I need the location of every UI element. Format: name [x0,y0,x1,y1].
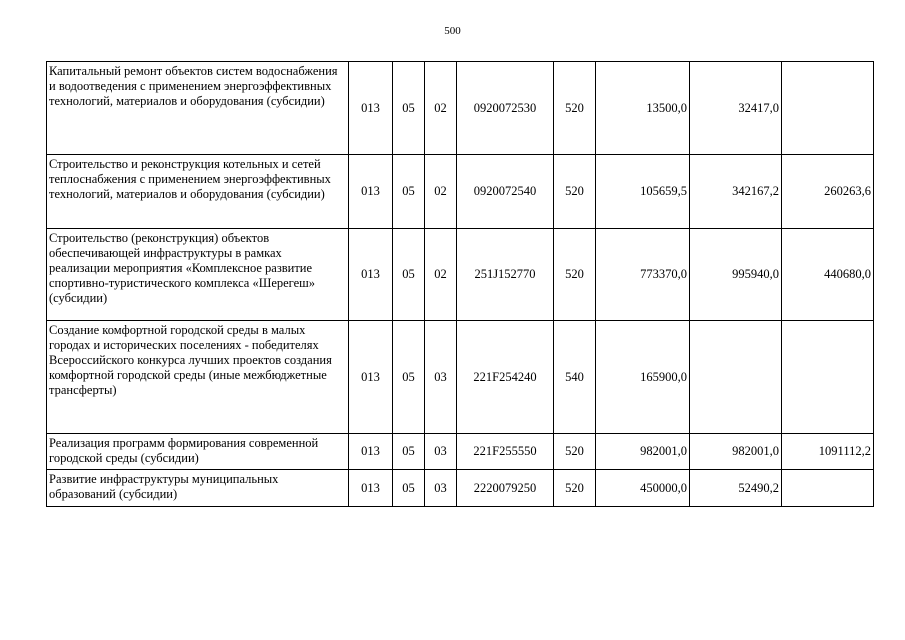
item-name: Строительство и реконструкция котельных и сетей теплоснабжения с применением энергоэффективных технологий, материалов и оборудования (субсидии) [47,155,349,229]
budget-table [46,61,874,507]
amount-3 [782,62,874,155]
subsection-code: 03 [425,470,457,507]
amount-3: 440680,0 [782,229,874,321]
target-article-code: 0920072540 [457,155,554,229]
target-article-code: 0920072530 [457,62,554,155]
item-name: Создание комфортной городской среды в малых городах и исторических поселениях - победителях Всероссийского конкурса лучших проектов создания комфортной городской среды (иные межбюджетные трансферты) [47,321,349,434]
amount-2: 52490,2 [690,470,782,507]
target-article-code: 2220079250 [457,470,554,507]
table-row [47,229,874,321]
amount-2: 982001,0 [690,434,782,470]
section-code: 05 [393,229,425,321]
dept-code: 013 [349,321,393,434]
section-code: 05 [393,62,425,155]
expense-type-code: 520 [554,229,596,321]
amount-1: 13500,0 [596,62,690,155]
amount-3: 1091112,2 [782,434,874,470]
dept-code: 013 [349,155,393,229]
amount-2: 342167,2 [690,155,782,229]
item-name: Реализация программ формирования современной городской среды (субсидии) [47,434,349,470]
section-code: 05 [393,321,425,434]
amount-1: 165900,0 [596,321,690,434]
amount-3: 260263,6 [782,155,874,229]
subsection-code: 02 [425,155,457,229]
target-article-code: 221F255550 [457,434,554,470]
amount-2: 995940,0 [690,229,782,321]
section-code: 05 [393,434,425,470]
dept-code: 013 [349,470,393,507]
item-name: Развитие инфраструктуры муниципальных образований (субсидии) [47,470,349,507]
amount-2 [690,321,782,434]
item-name: Капитальный ремонт объектов систем водоснабжения и водоотведения с применением энергоэффективных технологий, материалов и оборудования (субсидии) [47,62,349,155]
table-row [47,434,874,470]
amount-1: 105659,5 [596,155,690,229]
table-row [47,155,874,229]
amount-1: 773370,0 [596,229,690,321]
item-name: Строительство (реконструкция) объектов обеспечивающей инфраструктуры в рамках реализации мероприятия «Комплексное развитие спортивно-туристического комплекса «Шерегеш» (субсидии) [47,229,349,321]
table-row [47,321,874,434]
expense-type-code: 520 [554,434,596,470]
dept-code: 013 [349,434,393,470]
expense-type-code: 520 [554,62,596,155]
expense-type-code: 520 [554,155,596,229]
amount-1: 450000,0 [596,470,690,507]
section-code: 05 [393,470,425,507]
table-row [47,62,874,155]
subsection-code: 02 [425,229,457,321]
amount-3 [782,470,874,507]
dept-code: 013 [349,62,393,155]
page-number: 500 [444,25,461,37]
target-article-code: 221F254240 [457,321,554,434]
section-code: 05 [393,155,425,229]
expense-type-code: 520 [554,470,596,507]
subsection-code: 03 [425,321,457,434]
dept-code: 013 [349,229,393,321]
expense-type-code: 540 [554,321,596,434]
amount-3 [782,321,874,434]
amount-2: 32417,0 [690,62,782,155]
target-article-code: 251J152770 [457,229,554,321]
table-row [47,470,874,507]
amount-1: 982001,0 [596,434,690,470]
subsection-code: 03 [425,434,457,470]
subsection-code: 02 [425,62,457,155]
